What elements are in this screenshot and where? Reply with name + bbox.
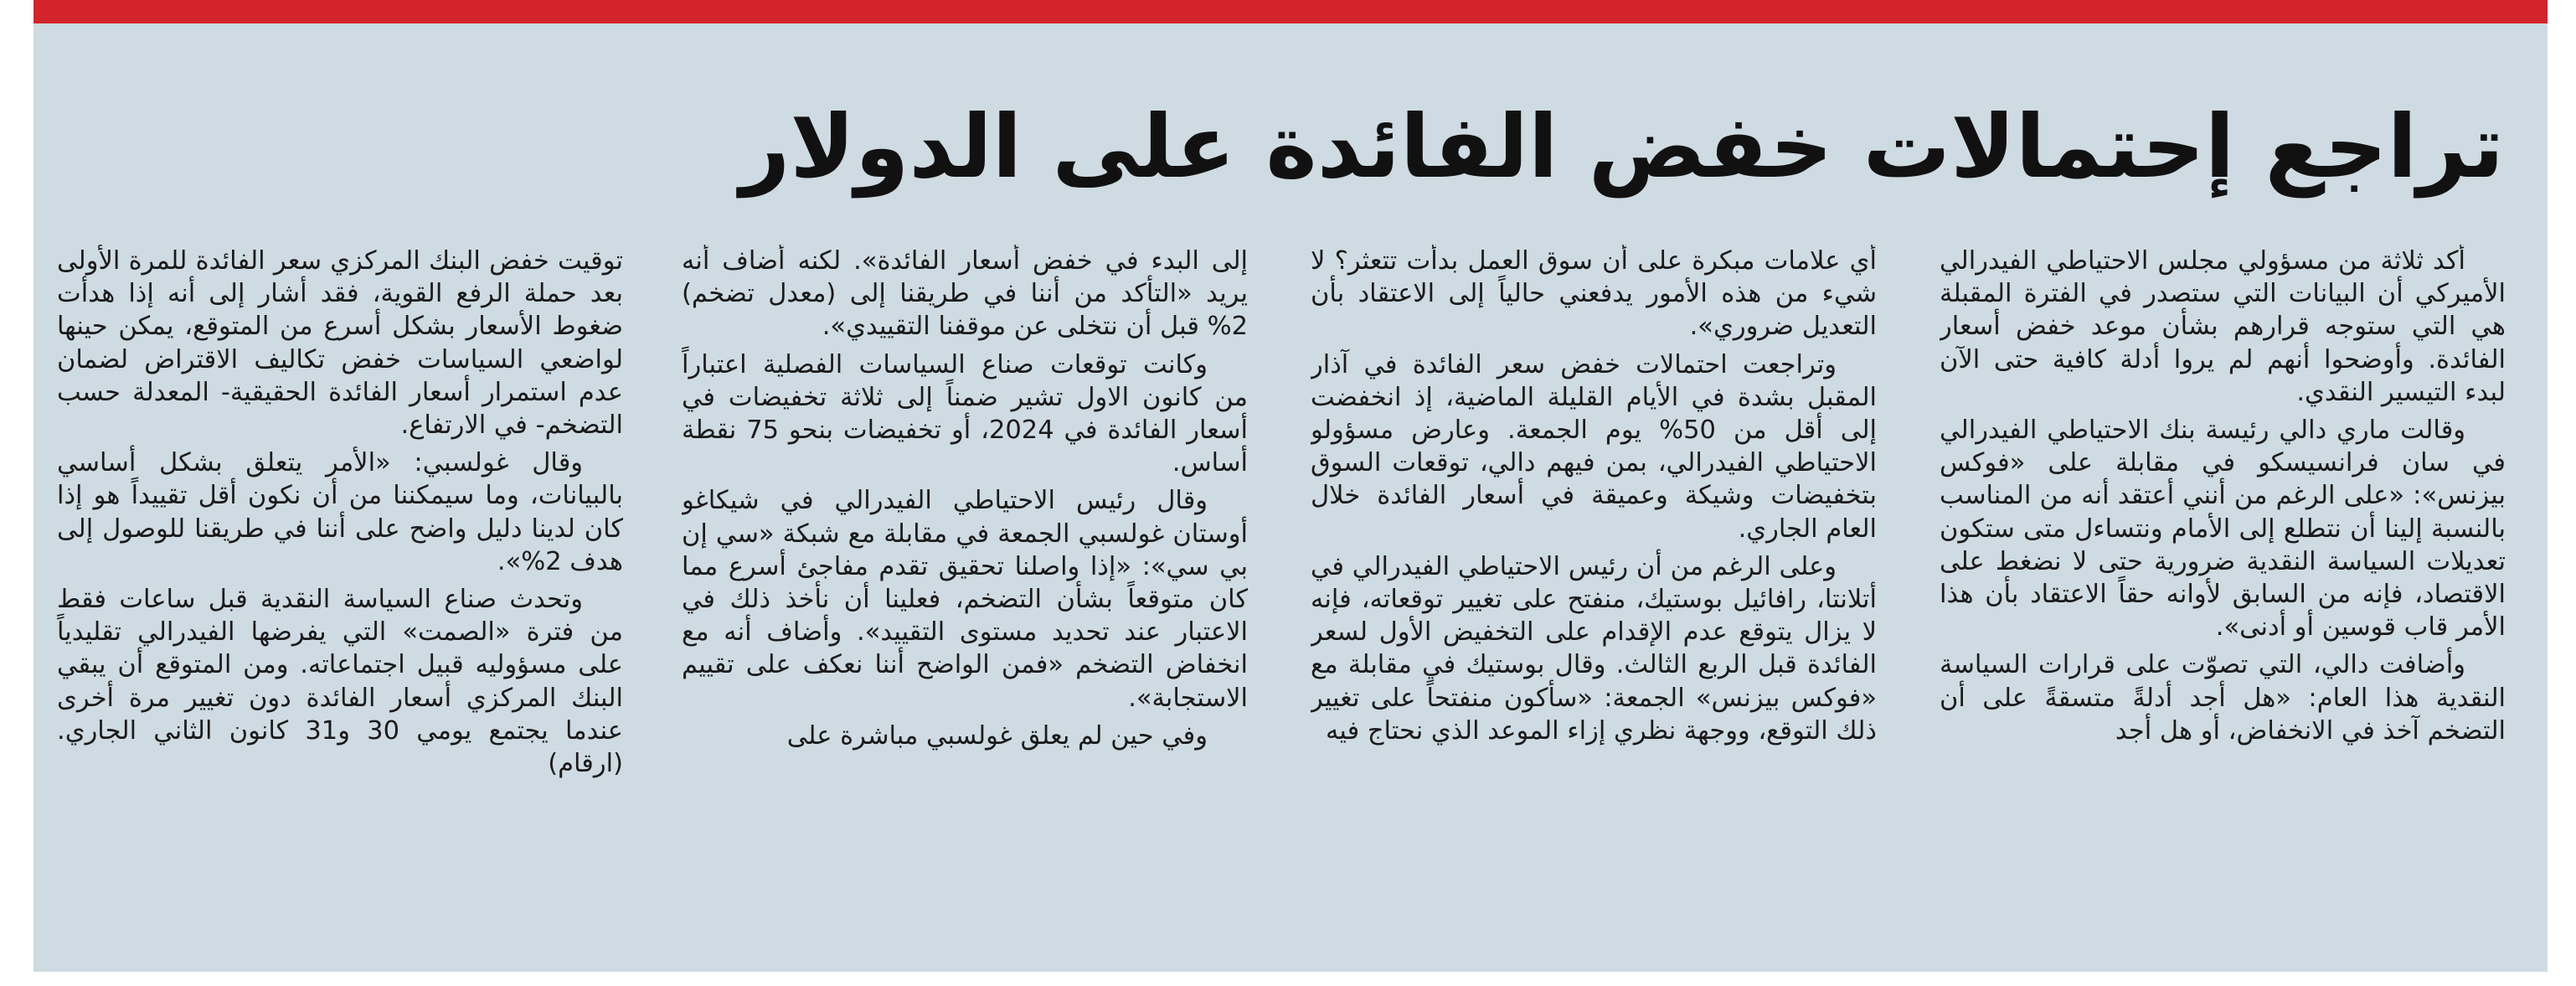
paragraph: وعلى الرغم من أن رئيس الاحتياطي الفيدرالي في أتلانتا، رافائيل بوستيك، منفتح على تغيير توقعاته، فإنه لا يزال يتوقع عدم الإقدام على التخفيض الأول لسعر الفائدة قبل الربع الثالث. وقال بوستيك في مقابلة مع «فوكس بيزنس» الجمعة: «سأكون منفتحاً على تغيير ذلك التوقع، ووجهة نظري إزاء الموعد الذي نحتاج فيه bbox=[1311, 551, 1877, 746]
paragraph: وقال غولسبي: «الأمر يتعلق بشكل أساسي بالبيانات، وما سيمكننا من أن نكون أقل تقييداً هو إذا كان لدينا دليل واضح على أننا في طريقنا للوصول إلى هدف 2%». bbox=[57, 448, 623, 576]
paragraph: وقال رئيس الاحتياطي الفيدرالي في شيكاغو أوستان غولسبي الجمعة في مقابلة مع شبكة «سي إن بي سي»: «إذا واصلنا تحقيق تقدم مفاجئ أسرع مما كان متوقعاً بشأن التضخم، فعلينا أن نأخذ ذلك في الاعتبار عند تحديد مستوى التقييد». وأضاف أنه مع انخفاض التضخم «فمن الواضح أننا نعكف على تقييم الاستجابة». bbox=[682, 486, 1248, 713]
paragraph: وأضافت دالي، التي تصوّت على قرارات السياسة النقدية هذا العام: «هل أجد أدلةً متسقةً على أن التضخم آخذ في الانخفاض، أو هل أجد bbox=[1940, 650, 2506, 746]
paragraph: توقيت خفض البنك المركزي سعر الفائدة للمرة الأولى بعد حملة الرفع القوية، فقد أشار إلى أنه إذا هدأت ضغوط الأسعار بشكل أسرع من المتوقع، يمكن حينها لواضعي السياسات خفض تكاليف الاقتراض لضمان عدم استمرار أسعار الفائدة الحقيقية- المعدلة حسب التضخم- في الارتفاع. bbox=[57, 246, 623, 441]
top-accent-bar bbox=[33, 0, 2548, 23]
paragraph: وتحدث صناع السياسة النقدية قبل ساعات فقط من فترة «الصمت» التي يفرضها الفيدرالي تقليدياً على مسؤوليه قبيل اجتماعاته. ومن المتوقع أن يبقي البنك المركزي أسعار الفائدة دون تغيير مرة أخرى عندما يجتمع يومي 30 و31 كانون الثاني الجاري. (ارقام) bbox=[57, 585, 623, 779]
paragraph: وتراجعت احتمالات خفض سعر الفائدة في آذار المقبل بشدة في الأيام القليلة الماضية، إذ انخفضت إلى أقل من 50% يوم الجمعة. وعارض مسؤولو الاحتياطي الفيدرالي، بمن فيهم دالي، توقعات السوق بتخفيضات وشيكة وعميقة في أسعار الفائدة خلال العام الجاري. bbox=[1311, 349, 1877, 544]
article-column-1 bbox=[1940, 245, 2506, 940]
paragraph: إلى البدء في خفض أسعار الفائدة». لكنه أضاف أنه يريد «التأكد من أننا في طريقنا إلى (معدل تضخم) 2% قبل أن نتخلى عن موقفنا التقييدي». bbox=[682, 246, 1248, 342]
article-column-4 bbox=[57, 245, 623, 940]
newspaper-page bbox=[33, 0, 2548, 972]
paragraph: وكانت توقعات صناع السياسات الفصلية اعتباراً من كانون الاول تشير ضمناً إلى ثلاثة تخفيضات في أسعار الفائدة في 2024، أو تخفيضات بنحو 75 نقطة أساس. bbox=[682, 349, 1248, 478]
paragraph: أي علامات مبكرة على أن سوق العمل بدأت تتعثر؟ لا شيء من هذه الأمور يدفعني حالياً إلى الاعتقاد بأن التعديل ضروري». bbox=[1311, 246, 1877, 342]
paragraph: أكد ثلاثة من مسؤولي مجلس الاحتياطي الفيدرالي الأميركي أن البيانات التي ستصدر في الفترة المقبلة هي التي ستوجه قرارهم بشأن موعد خفض أسعار الفائدة. وأوضحوا أنهم لم يروا أدلة كافية حتى الآن لبدء التيسير النقدي. bbox=[1940, 246, 2506, 407]
headline: تراجع إحتمالات خفض الفائدة على الدولار bbox=[739, 96, 2504, 198]
paragraph: وفي حين لم يعلق غولسبي مباشرة على bbox=[786, 720, 1208, 751]
article-column-3 bbox=[682, 245, 1248, 940]
article-column-2 bbox=[1311, 245, 1877, 940]
paragraph: وقالت ماري دالي رئيسة بنك الاحتياطي الفيدرالي في سان فرانسيسكو في مقابلة على «فوكس بيزنس»: «على الرغم من أنني أعتقد أنه من المناسب بالنسبة إلينا أن نتطلع إلى الأمام ونتساءل متى ستكون تعديلات السياسة النقدية ضرورية حتى لا نضغط على الاقتصاد، فإنه من السابق لأوانه حقاً الاعتقاد بأن هذا الأمر قاب قوسين أو أدنى». bbox=[1940, 416, 2506, 643]
